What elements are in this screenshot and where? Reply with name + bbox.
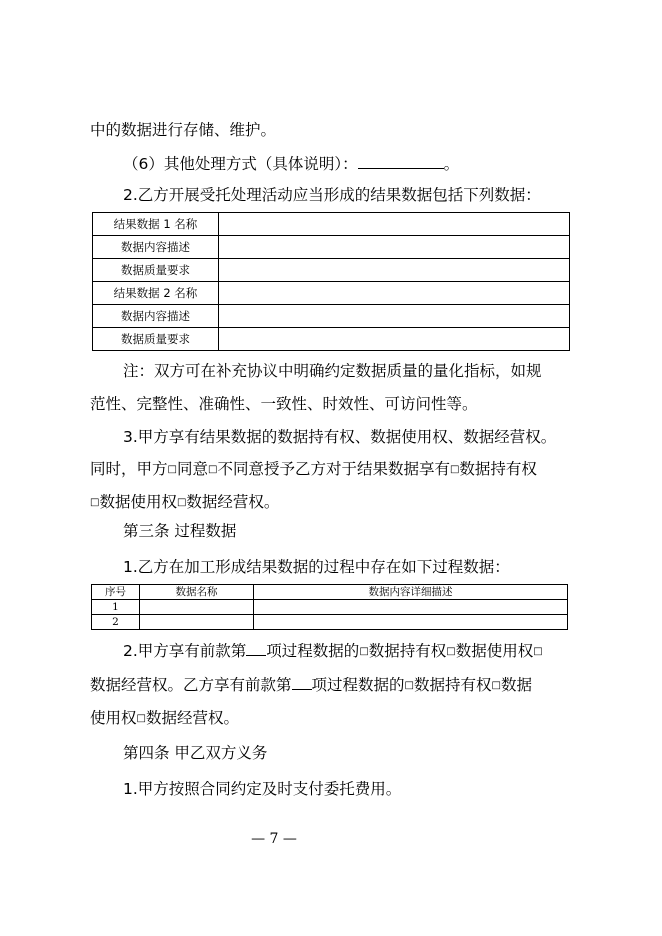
table-row [93, 236, 570, 259]
checkbox[interactable]: □ [207, 464, 218, 475]
table-row [93, 282, 570, 305]
text: 数据持有权 [368, 642, 447, 660]
checkbox[interactable]: □ [90, 497, 100, 508]
text: 使用权 [90, 709, 137, 727]
table-cell-input[interactable] [254, 600, 568, 615]
table-cell-input[interactable] [219, 259, 570, 282]
table-cell-input[interactable] [219, 282, 570, 305]
fill-blank[interactable] [292, 674, 312, 690]
paragraph-line [90, 492, 279, 513]
table-cell: 1 [92, 600, 140, 615]
table-row [92, 615, 568, 630]
paragraph-line: 1.甲方按照合同约定及时支付委托费用。 [123, 780, 402, 798]
table-header-row [92, 585, 568, 600]
page-number: — 7 — [251, 831, 297, 847]
paragraph-line [90, 674, 532, 696]
table-cell-input[interactable] [140, 615, 254, 630]
result-data-table [92, 212, 570, 351]
text: 数据经营权。乙方享有前款第 [90, 676, 292, 694]
table-cell-input[interactable] [140, 600, 254, 615]
text: 数据持有权 [459, 460, 537, 478]
text: 2.甲方享有前款第 [123, 642, 247, 660]
paragraph-line [90, 708, 239, 729]
text: 数据使用权 [455, 642, 534, 660]
table-cell-label: 数据内容描述 [93, 236, 219, 259]
table-row [92, 600, 568, 615]
checkbox[interactable]: □ [449, 464, 460, 475]
paragraph-line [123, 153, 459, 174]
checkbox[interactable]: □ [533, 646, 543, 657]
text: 数据持有权 [413, 676, 492, 694]
section-heading: 第三条 过程数据 [123, 522, 237, 540]
checkbox[interactable]: □ [176, 497, 187, 508]
table-cell-input[interactable] [254, 615, 568, 630]
text: 数据经营权。 [186, 493, 280, 511]
table-cell-label: 数据质量要求 [93, 328, 219, 351]
table-row [93, 305, 570, 328]
table-cell-input[interactable] [219, 236, 570, 259]
text: 数据 [500, 676, 532, 694]
paragraph-line [123, 640, 543, 662]
fill-blank[interactable] [358, 153, 444, 169]
paragraph-line: 2.乙方开展受托处理活动应当形成的结果数据包括下列数据： [123, 186, 541, 204]
text: 数据使用权 [99, 493, 177, 511]
text: 不同意授予乙方对于结果数据享有 [217, 460, 450, 478]
table-header: 数据名称 [140, 585, 254, 600]
table-row [93, 328, 570, 351]
paragraph-line: 1.乙方在加工形成结果数据的过程中存在如下过程数据： [123, 558, 510, 576]
checkbox[interactable]: □ [359, 646, 369, 657]
table-cell-label: 结果数据 2 名称 [93, 282, 219, 305]
paragraph-line: 3.甲方享有结果数据的数据持有权、数据使用权、数据经营权。 [123, 428, 557, 446]
table-cell-label: 数据内容描述 [93, 305, 219, 328]
fill-blank[interactable] [246, 640, 266, 656]
table-cell-label: 结果数据 1 名称 [93, 213, 219, 236]
paragraph-line: 中的数据进行存储、维护。 [90, 121, 277, 139]
checkbox[interactable]: □ [446, 646, 456, 657]
table-cell-input[interactable] [219, 328, 570, 351]
table-cell-label: 数据质量要求 [93, 259, 219, 282]
table-cell-input[interactable] [219, 213, 570, 236]
paragraph-line: 注：双方可在补充协议中明确约定数据质量的量化指标，如规 [123, 362, 542, 380]
text: 项过程数据的 [311, 676, 405, 694]
table-header: 数据内容详细描述 [254, 585, 568, 600]
table-row [93, 259, 570, 282]
text: （6）其他处理方式（具体说明）： [123, 155, 358, 173]
paragraph-line [90, 459, 537, 480]
checkbox[interactable]: □ [167, 464, 177, 475]
table-cell: 2 [92, 615, 140, 630]
table-row [93, 213, 570, 236]
checkbox[interactable]: □ [404, 680, 414, 691]
text: 同时，甲方 [90, 460, 168, 478]
text: 数据经营权。 [145, 709, 239, 727]
section-heading: 第四条 甲乙双方义务 [123, 744, 268, 762]
table-cell-input[interactable] [219, 305, 570, 328]
paragraph-line: 范性、完整性、准确性、一致性、时效性、可访问性等。 [90, 395, 478, 413]
process-data-table [91, 584, 568, 630]
checkbox[interactable]: □ [491, 680, 501, 691]
text: 项过程数据的 [266, 642, 360, 660]
text: 同意 [176, 460, 208, 478]
text: 。 [443, 155, 460, 173]
checkbox[interactable]: □ [136, 713, 146, 724]
table-header: 序号 [92, 585, 140, 600]
